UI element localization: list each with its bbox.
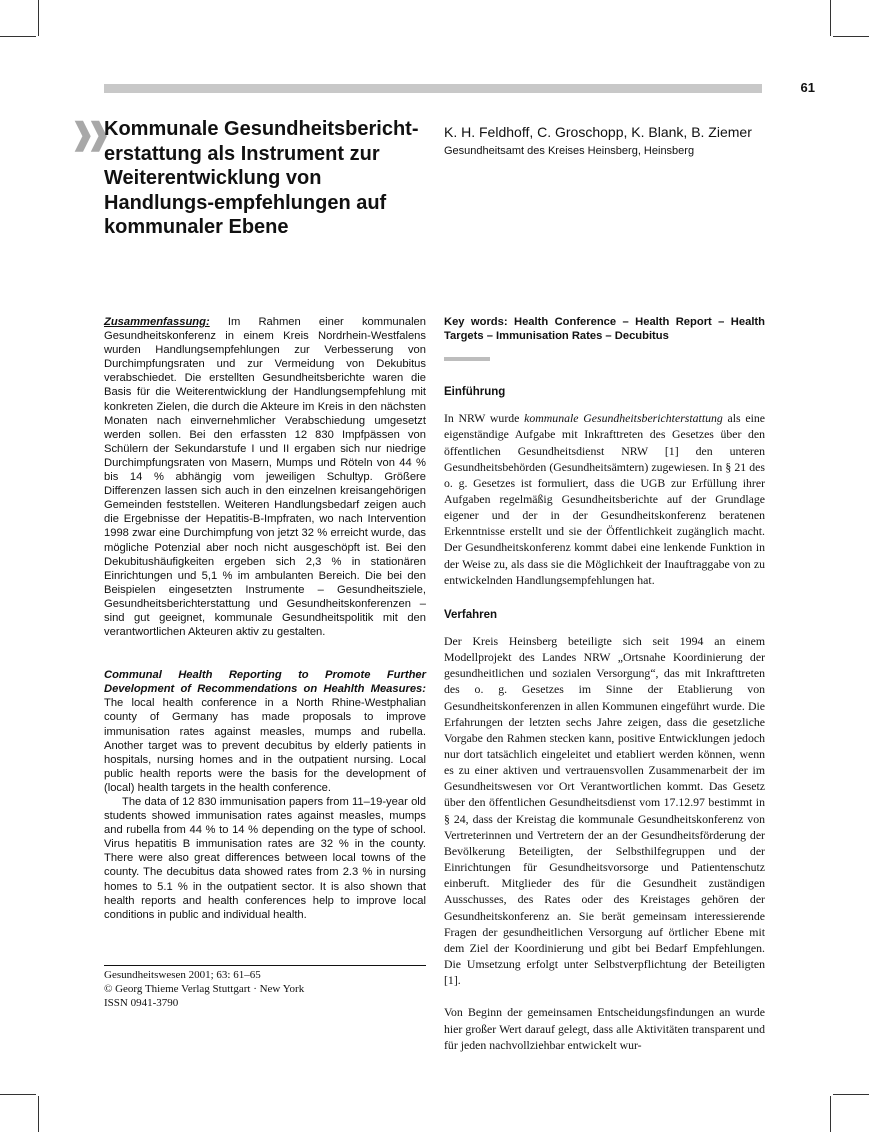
title-quote-icon: ❱❱ [70, 118, 103, 151]
crop-mark [38, 1096, 39, 1132]
intro-paragraph [444, 410, 765, 588]
crop-mark [833, 1094, 869, 1095]
crop-mark [38, 0, 39, 36]
abstract-german-text: Im Rahmen einer kommunalen Gesundheitskonferenz in einem Kreis Nordrhein-Westfalens wurden Handlungsempfehlungen zur Verbesserung von Durchimpfungsraten und zur Vermeidung von Dekubitus verabschiedet. Die erstellten Gesundheitsberichte waren die Basis für die Weiterentwicklung der Handlungsempfehlung mit konkreten Zielen, die durch die Akteure im Kreis in den nächsten Monaten nach einvernehmlicher Verabschiedung umgesetzt werden sollen. Bei den erfassten 12 830 Impfpässen von Schülern der Sekundarstufe I und II ergaben sich nur niedrige Durchimpfungsraten von Masern, Mumps und Röteln von 44 % bis 14 % abhängig vom jeweiligen Schultyp. Größere Differenzen lassen sich auch in den einzelnen kreisangehörigen Gemeinden feststellen. Weiteren Handlungsbedarf zeigen auch die Ergebnisse der Hepatitis-B-Impfraten, wo nach Intervention 1998 zwar eine Durchimpfung von jetzt 32 % erreicht wurde, das mögliche Potenzial aber noch nicht ausgeschöpft ist. Bei den Dekubitushäufigkeiten ergeben sich 2,3 % in stationären Einrichtungen und 5,1 % im ambulanten Bereich. Die bei den Beispielen eingesetzten Instrumente – Gesundheitsziele, Gesundheitsberichterstattung und Gesundheitskonferenzen – sind gut geeignet, kommunale Gesundheitspolitik mit den verantwortlichen Akteuren aktiv zu gestalten. [104, 316, 426, 639]
authors: K. H. Feldhoff, C. Groschopp, K. Blank, B. Ziemer [444, 124, 752, 140]
copyright: © Georg Thieme Verlag Stuttgart · New York [104, 983, 305, 995]
crop-mark [830, 0, 831, 36]
keywords [444, 315, 765, 343]
crop-mark [833, 36, 869, 37]
intro-text-rest: als eine eigenständige Aufgabe mit Inkrafttreten des Gesetzes über den öffentlichen Gesundheitsdienst NRW [1] den unteren Gesundheitsbehörden (Gesundheitsämtern) zugewiesen. In § 21 des o. g. Gesetzes ist formuliert, dass die UGB zur Erfüllung ihrer Aufgaben regelmäßig Gesundheitsberichte auf der Grundlage eigener und der in der Gesundheitskonferenz beratenen Erkenntnisse erstellt und sie der Öffentlichkeit zugänglich macht. Der Gesundheitskonferenz kommt dabei eine lenkende Funktion in der Weise zu, als dass sie die Möglichkeit der Inauftraggabe von zu entwickelnden Handlungsempfehlungen hat. [444, 411, 765, 587]
section-heading-method: Verfahren [444, 608, 498, 621]
abstract-english-paragraph: The data of 12 830 immunisation papers from 11–19-year old students showed immunisation rates against measles, mumps and rubella from 44 % to 14 % depending on the type of school. Virus hepatitis B immunisation rates are 32 % in the county. There were also great differences between local towns of the county. The decubitus data showed rates from 2.3 % in nursing homes to 5.1 % in the outpatient sector. It is also shown that health reports and health conferences help to improve local conditions in public and individual health. [104, 796, 426, 921]
keywords-label: Key words: [444, 316, 508, 328]
abstract-german [104, 315, 426, 639]
header-rule [104, 84, 762, 93]
method-paragraph-2: Von Beginn der gemeinsamen Entscheidungsfindungen an wurde hier großer Wert darauf gelegt, dass alle Aktivitäten transparent und für jeden nachvollziehbar entwickelt wur- [444, 1005, 765, 1052]
abstract-column [104, 315, 426, 922]
abstract-english-text: The local health conference in a North Rhine-Westphalian county of Germany has made proposals to improve immunisation rates against measles, mumps and rubella. Another target was to prevent decubitus by elderly patients in hospitals, nursing homes and in the outpatient nursing. Local public health reports were the basis for the development of (local) health targets in the health conference. [104, 697, 426, 794]
journal-citation: Gesundheitswesen 2001; 63: 61–65 [104, 969, 261, 981]
article-title: Kommunale Gesundheitsbericht-erstattung als Instrument zur Weiterentwicklung von Handlungs-empfehlungen auf kommunaler Ebene [104, 118, 419, 238]
publication-info [104, 968, 426, 1010]
issn: ISSN 0941-3790 [104, 997, 179, 1009]
page-number: 61 [800, 80, 815, 95]
footer-rule [104, 965, 426, 966]
affiliation: Gesundheitsamt des Kreises Heinsberg, Heinsberg [444, 145, 695, 157]
keywords-text: Health Conference – Health Report – Health Targets – Immunisation Rates – Decubitus [444, 316, 765, 343]
crop-mark [0, 36, 36, 37]
body-column [444, 315, 765, 1053]
method-paragraph: Der Kreis Heinsberg beteiligte sich seit 1994 an einem Modellprojekt des Landes NRW „Ortsnahe Koordinierung der gesundheitlichen und sozialen Versorgung“, das mit Inkrafttreten des o. g. Gesetzes im Sinne der Etablierung von Gesundheitskonferenzen in allen Kommunen eingeführt wurde. Die Erfahrungen der letzten sechs Jahre zeigen, dass die gesetzliche Vorgabe den Rahmen stecken kann, positive Entwicklungen jedoch nur dort tatsächlich eingeleitet und etabliert werden können, wenn es zu einer aktiven und vertrauensvollen Zusammenarbeit der im Gesundheitswesen vor Ort Verantwortlichen kommt. Das Gesetz über den öffentlichen Gesundheitsdienst vom 17.12.97 bestimmt in § 24, dass der Kreistag die kommunale Gesundheitskonferenz von Vertreterinnen und Vertretern der an der Gesundheitsförderung der Bevölkerung Beteiligten, der Selbsthilfegruppen und der Einrichtungen für Gesundheitsvorsorge und Patientenschutz einberuft. Mitglieder des für die Gesundheit zuständigen Ausschusses, des Rates oder des Kreistages gehören der Gesundheitskonferenz an. Sie berät gemeinsam interessierende Fragen der gesundheitlichen Versorgung auf örtlicher Ebene mit dem Ziel der Koordinierung und gibt bei Bedarf Empfehlungen. Die Umsetzung erfolgt unter Selbstverpflichtung der Beteiligten [1]. [444, 633, 765, 988]
abstract-german-lead: Zusammenfassung: [104, 316, 210, 328]
intro-emphasis: kommunale Gesundheitsberichterstattung [524, 411, 723, 426]
crop-mark [0, 1094, 36, 1095]
abstract-english [104, 668, 426, 795]
section-heading-intro: Einführung [444, 386, 506, 399]
intro-text-start: In NRW wurde [444, 411, 525, 426]
section-divider [444, 357, 490, 361]
abstract-english-lead: Communal Health Reporting to Promote Further Development of Recommendations on Heahlth Measures: [104, 669, 426, 696]
crop-mark [830, 1096, 831, 1132]
